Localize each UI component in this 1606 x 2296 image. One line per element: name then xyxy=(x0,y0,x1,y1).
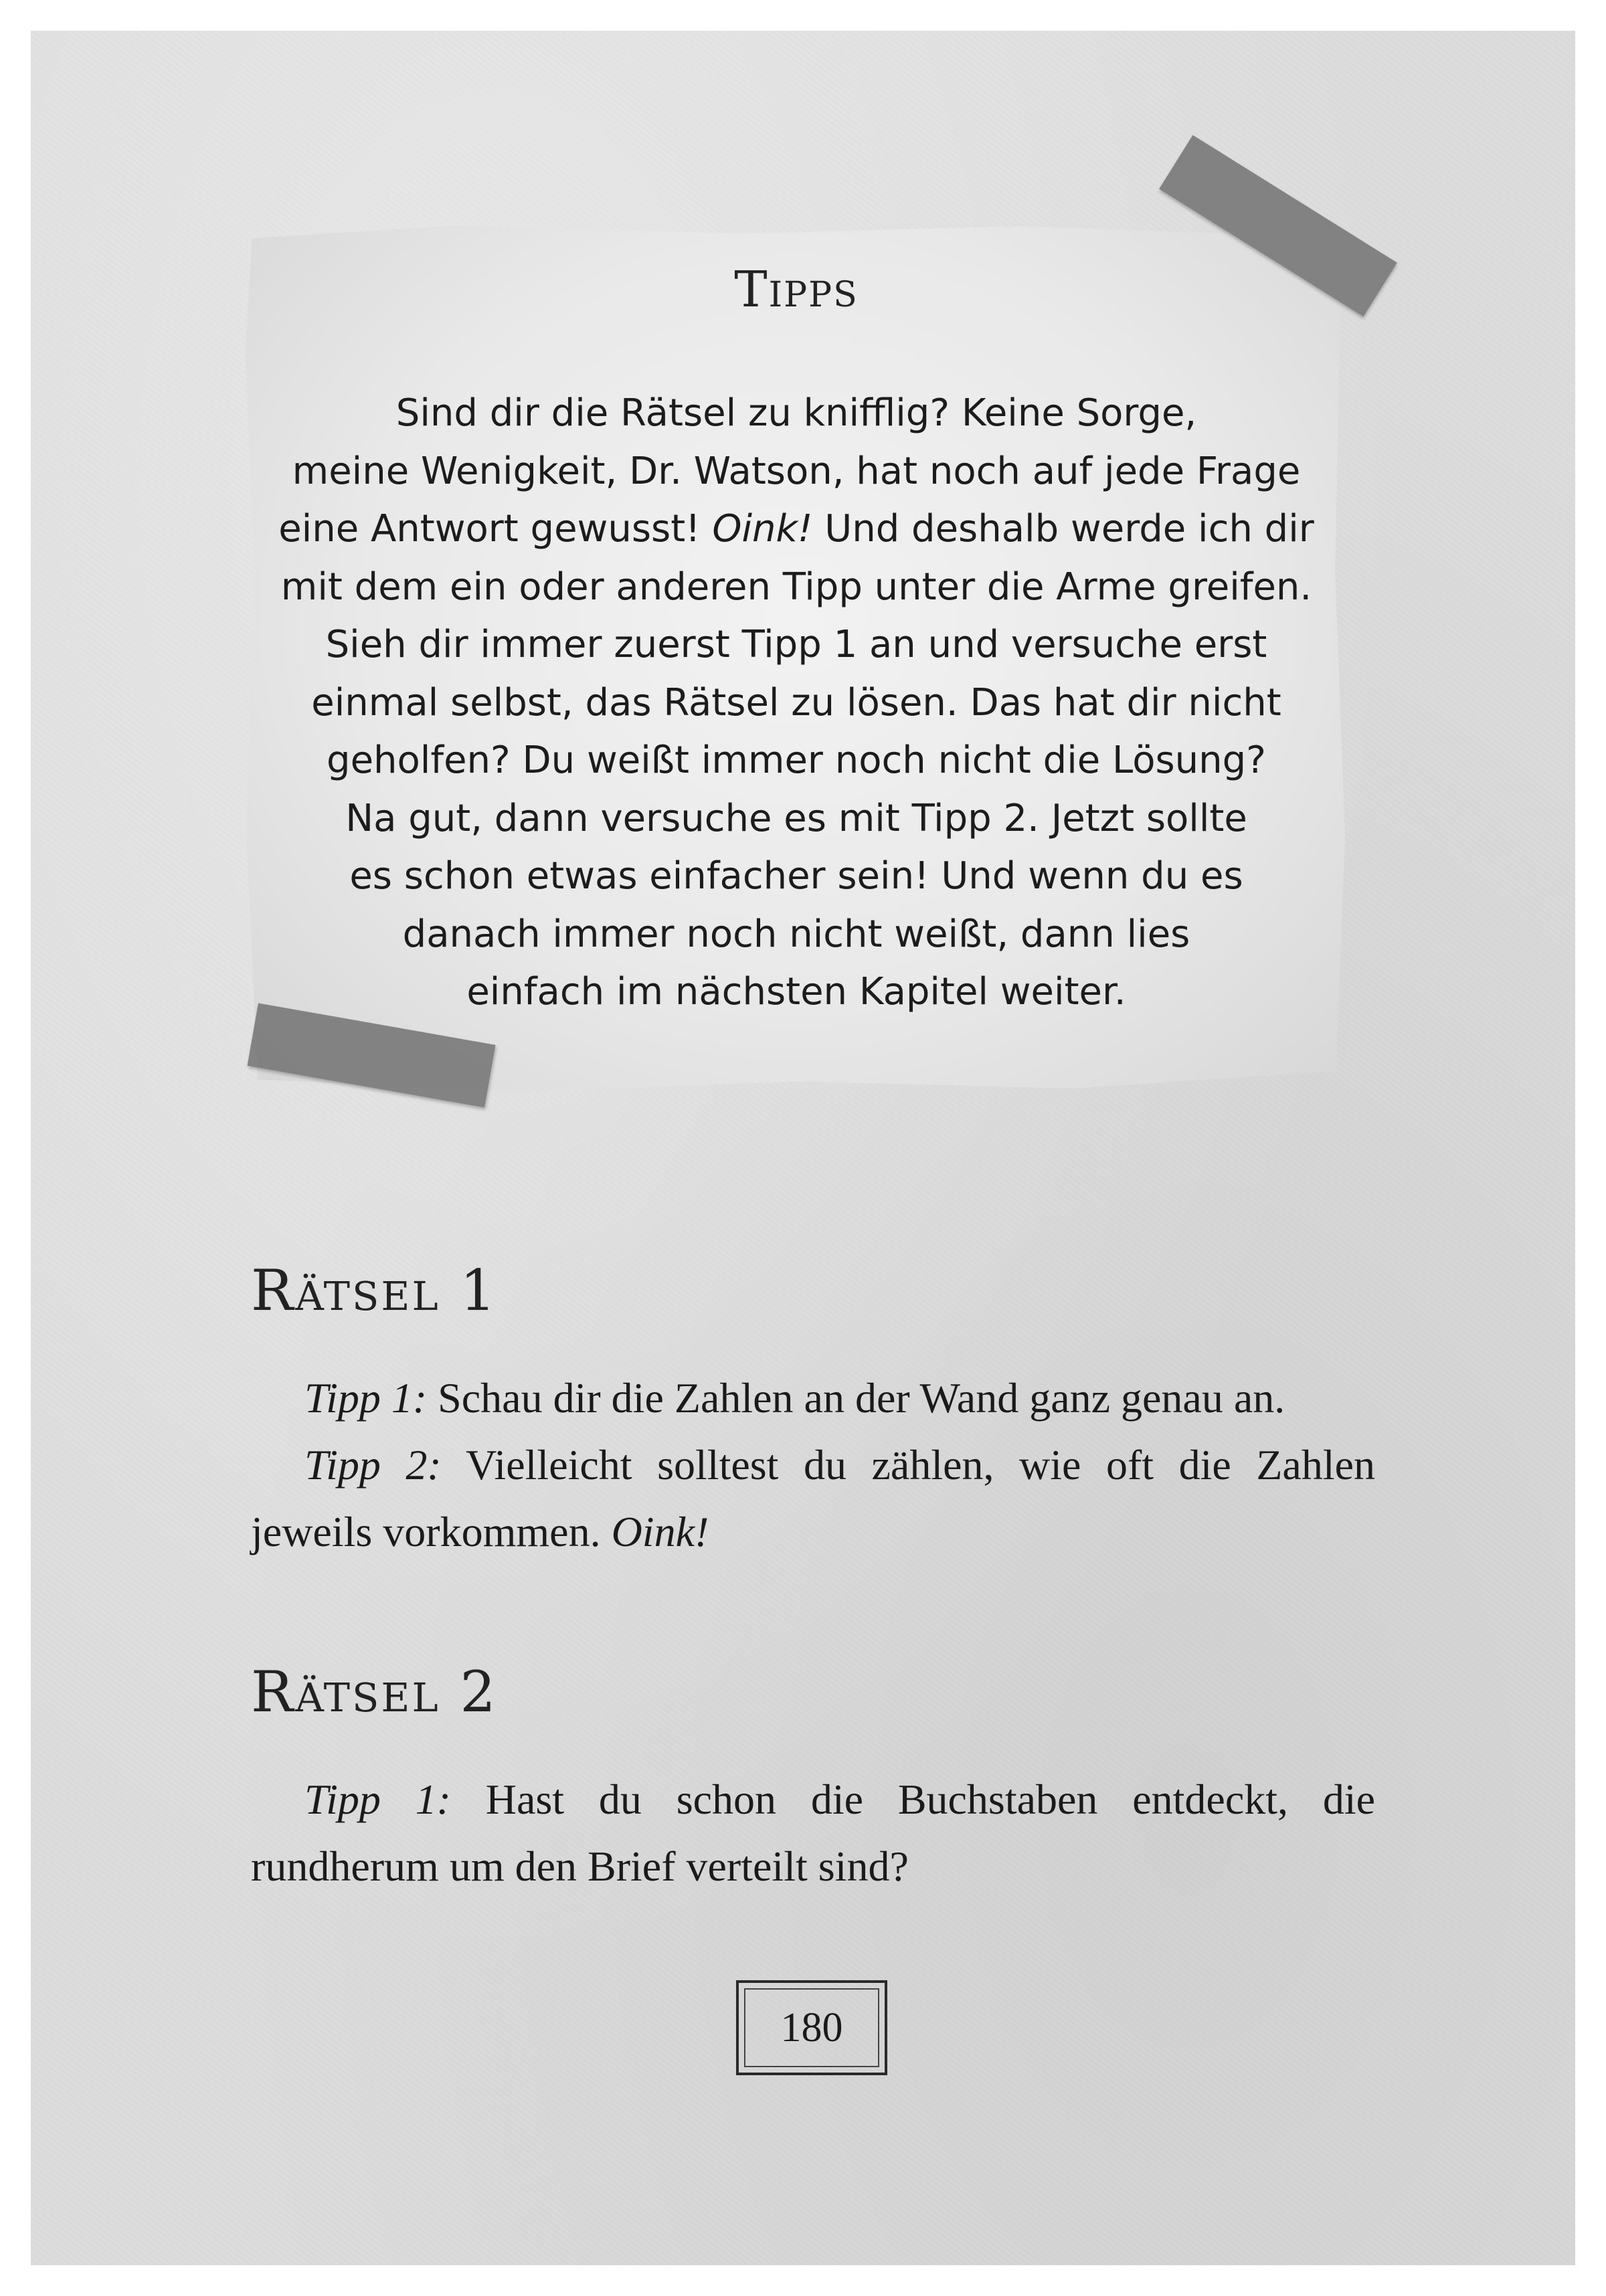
note-line: Und deshalb werde ich dir xyxy=(812,507,1314,551)
note-line: Na gut, dann versuche es mit Tipp 2. Jetzt sollte xyxy=(345,796,1247,840)
note-line-emphasis: Oink! xyxy=(712,507,813,551)
page-number: 180 xyxy=(780,2004,843,2050)
note-line: Sind dir die Rätsel zu knifflig? Keine Sorge, xyxy=(395,391,1197,435)
note-line: einmal selbst, das Rätsel zu lösen. Das hat dir nicht xyxy=(311,680,1281,725)
tip-paragraph xyxy=(251,1766,1375,1900)
note-title: Tipps xyxy=(734,261,859,318)
tip-label: Tipp 1: xyxy=(304,1776,451,1823)
note-line: Sieh dir immer zuerst Tipp 1 an und versuche erst xyxy=(325,623,1267,666)
section-heading-1: Rätsel 1 xyxy=(251,1258,498,1323)
tip-text: Hast du schon die Buchstaben entdeckt, die rundherum um den Brief verteilt sind? xyxy=(251,1776,1376,1890)
note-line: geholfen? Du weißt immer noch nicht die Lösung? xyxy=(327,739,1266,782)
tip-text: Vielleicht solltest du zählen, wie oft die Zahlen jeweils vorkommen. xyxy=(251,1441,1375,1555)
note-line: es schon etwas einfacher sein! Und wenn du es xyxy=(349,854,1243,898)
note-line: einfach im nächsten Kapitel weiter. xyxy=(466,970,1126,1014)
section-heading-2: Rätsel 2 xyxy=(251,1659,498,1725)
page-number-frame xyxy=(736,1980,887,2075)
tip-paragraph xyxy=(251,1365,1375,1432)
note-body xyxy=(268,385,1325,1022)
note-line: mit dem ein oder anderen Tipp unter die Arme greifen. xyxy=(280,565,1312,609)
tip-label: Tipp 1: xyxy=(304,1374,428,1422)
note-line: danach immer noch nicht weißt, dann lies xyxy=(402,912,1190,956)
note-line: meine Wenigkeit, Dr. Watson, hat noch auf jede Frage xyxy=(292,449,1301,493)
tip-paragraph xyxy=(251,1432,1375,1565)
tip-text: Schau dir die Zahlen an der Wand ganz genau an. xyxy=(427,1374,1285,1422)
tip-emphasis: Oink! xyxy=(611,1508,709,1555)
tip-label: Tipp 2: xyxy=(304,1441,442,1489)
note-line: eine Antwort gewusst! xyxy=(278,507,713,551)
